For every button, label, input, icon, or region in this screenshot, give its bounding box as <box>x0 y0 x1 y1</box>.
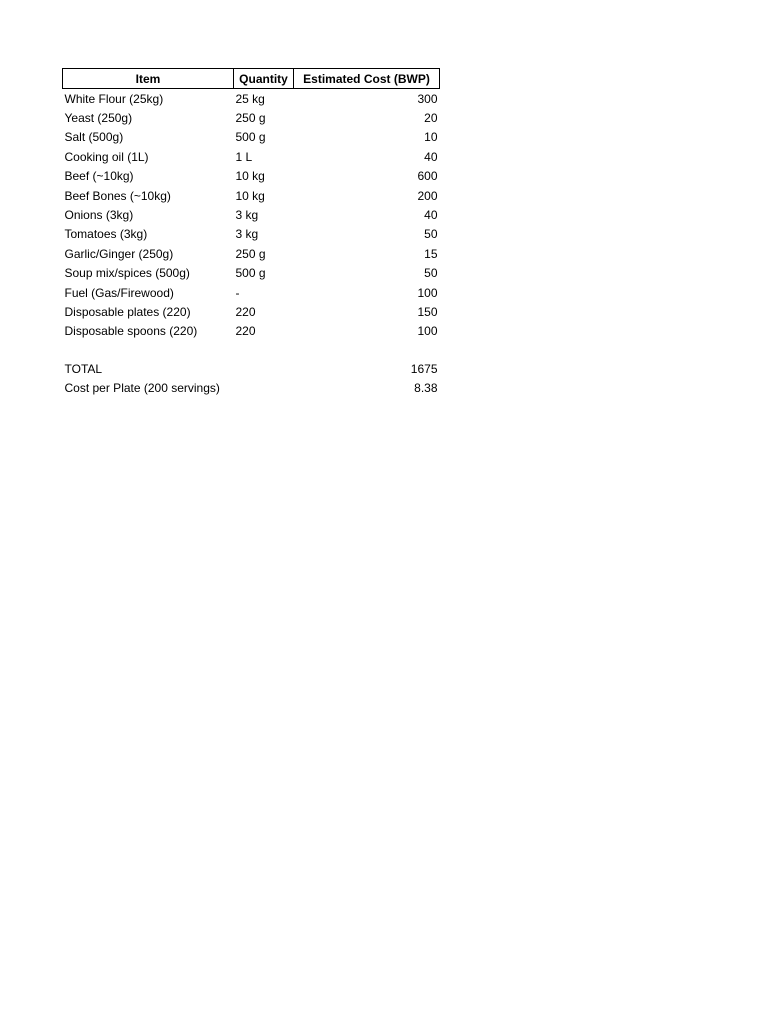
cost-cell: 40 <box>424 149 438 164</box>
item-cell: Tomatoes (3kg) <box>64 227 148 242</box>
quantity-cell: 220 <box>235 304 256 319</box>
table-row <box>63 302 440 321</box>
header-row <box>63 69 440 89</box>
quantity-cell: 500 g <box>235 130 266 145</box>
cost-per-plate-row <box>63 378 440 397</box>
quantity-cell: 250 g <box>235 246 266 261</box>
quantity-cell: 500 g <box>235 266 266 281</box>
table-row <box>63 322 440 341</box>
item-cell: Beef Bones (~10kg) <box>64 188 171 203</box>
table-row <box>63 108 440 127</box>
item-cell: Garlic/Ginger (250g) <box>64 246 174 261</box>
cost-per-plate-label: Cost per Plate (200 servings) <box>64 381 220 396</box>
quantity-cell: 250 g <box>235 111 266 126</box>
item-cell: Disposable spoons (220) <box>64 324 198 339</box>
cost-cell: 50 <box>424 266 438 281</box>
cost-sheet <box>62 68 439 398</box>
item-cell: Salt (500g) <box>64 130 124 145</box>
cost-cell: 10 <box>424 130 438 145</box>
cost-cell: 200 <box>417 188 438 203</box>
item-cell: White Flour (25kg) <box>64 91 164 106</box>
cost-cell: 40 <box>424 208 438 223</box>
cost-cell: 300 <box>417 91 438 106</box>
cost-cell: 100 <box>417 285 438 300</box>
quantity-cell: 1 L <box>235 149 253 164</box>
item-cell: Beef (~10kg) <box>64 169 134 184</box>
quantity-cell: - <box>235 285 240 300</box>
quantity-cell: 25 kg <box>235 91 265 106</box>
quantity-cell: 220 <box>235 324 256 339</box>
table-row <box>63 186 440 205</box>
header-item: Item <box>63 69 234 89</box>
table-row <box>63 128 440 147</box>
header-quantity: Quantity <box>234 69 294 89</box>
cost-cell: 50 <box>424 227 438 242</box>
cost-per-plate-value: 8.38 <box>414 381 438 396</box>
cost-cell: 100 <box>417 324 438 339</box>
quantity-cell: 10 kg <box>235 169 265 184</box>
table-row <box>63 283 440 302</box>
cost-cell: 20 <box>424 111 438 126</box>
spacer-row <box>63 341 440 359</box>
total-value: 1675 <box>410 361 438 376</box>
table-row <box>63 167 440 186</box>
header-estimated-cost: Estimated Cost (BWP) <box>294 69 440 89</box>
item-cell: Soup mix/spices (500g) <box>64 266 190 281</box>
item-cell: Yeast (250g) <box>64 111 133 126</box>
item-cell: Cooking oil (1L) <box>64 149 149 164</box>
item-cell: Onions (3kg) <box>64 208 134 223</box>
item-cell: Fuel (Gas/Firewood) <box>64 285 174 300</box>
cost-table <box>62 68 440 398</box>
table-row <box>63 225 440 244</box>
table-row <box>63 89 440 109</box>
table-row <box>63 244 440 263</box>
quantity-cell: 3 kg <box>235 208 259 223</box>
cost-cell: 600 <box>417 169 438 184</box>
total-label: TOTAL <box>64 361 103 376</box>
table-row <box>63 147 440 166</box>
quantity-cell: 3 kg <box>235 227 259 242</box>
item-cell: Disposable plates (220) <box>64 304 191 319</box>
total-row <box>63 359 440 378</box>
table-row <box>63 264 440 283</box>
table-row <box>63 205 440 224</box>
cost-cell: 15 <box>424 246 438 261</box>
cost-cell: 150 <box>417 304 438 319</box>
quantity-cell: 10 kg <box>235 188 265 203</box>
